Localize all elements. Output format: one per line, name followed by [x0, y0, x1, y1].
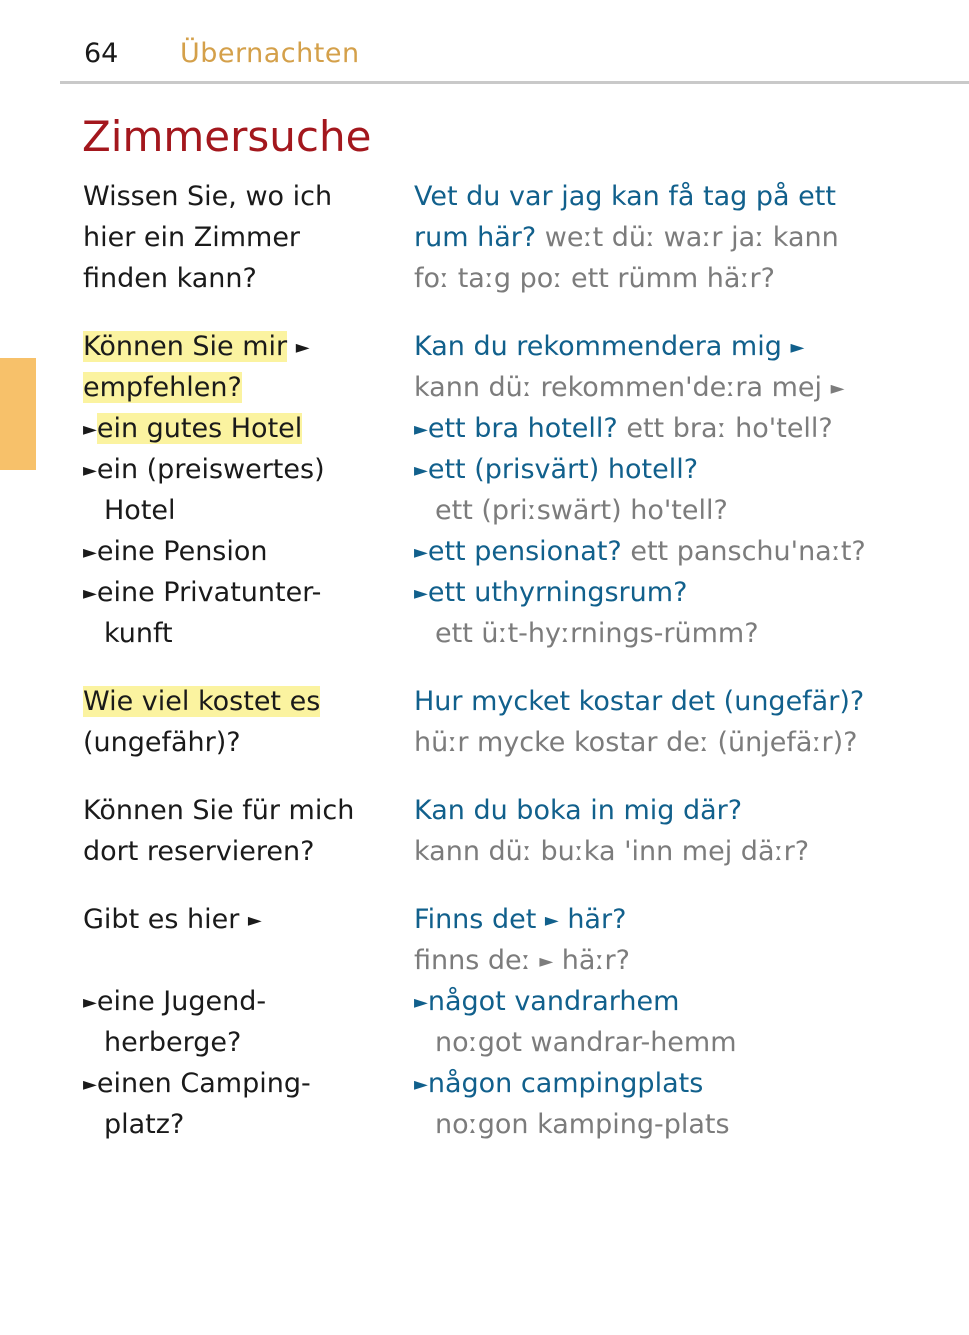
triangle-marker-icon: ► [83, 992, 97, 1013]
sv-option-text: någon campingplats [427, 1068, 704, 1099]
pronunciation-line: noːgot wandrar-hemm [435, 1027, 737, 1058]
sv-phrase-text: Kan du rekommendera mig [414, 331, 782, 362]
de-option-line: kunft [104, 618, 173, 649]
triangle-marker-icon: ► [83, 542, 97, 563]
triangle-marker-icon: ► [83, 583, 97, 604]
pronunciation-line [414, 368, 844, 411]
pronunciation-line: hüːr mycke kostar deː (ünjefäːr)? [414, 727, 858, 758]
de-option-text: eine Jugend- [96, 986, 267, 1017]
de-option-line: Hotel [104, 495, 176, 526]
sv-option-line [414, 532, 866, 575]
sv-phrase-text: rum här? [414, 222, 537, 253]
de-option-line [83, 573, 321, 616]
sv-phrase-text: Finns det [414, 904, 537, 935]
triangle-marker-icon: ► [414, 1074, 428, 1095]
de-phrase-line: hier ein Zimmer [83, 222, 301, 253]
de-phrase-line: Können Sie für mich [83, 795, 355, 826]
sv-option-text: ett bra hotell? [427, 413, 618, 444]
de-option-line [83, 532, 268, 575]
triangle-marker-icon: ► [414, 419, 428, 440]
sv-phrase-line: Kan du boka in mig där? [414, 795, 743, 826]
page-number: 64 [84, 38, 119, 69]
pronunciation-text: ett panschu'naːt? [630, 536, 866, 567]
pronunciation-line: noːgon kamping-plats [435, 1109, 730, 1140]
highlighted-phrase: empfehlen? [83, 372, 242, 403]
pronunciation-text: ett braː ho'tell? [626, 413, 833, 444]
de-option-line [83, 450, 325, 493]
chapter-thumb-tab [0, 358, 36, 470]
triangle-marker-icon: ► [414, 542, 428, 563]
triangle-marker-icon: ► [414, 460, 428, 481]
triangle-marker-icon: ► [790, 337, 805, 358]
de-option-line: herberge? [104, 1027, 242, 1058]
triangle-marker-icon: ► [83, 419, 97, 440]
triangle-marker-icon: ► [544, 910, 559, 931]
triangle-marker-icon: ► [83, 1074, 97, 1095]
pronunciation-line [414, 941, 630, 984]
pronunciation-text: weːt düː waːr jaː kann [544, 222, 839, 253]
de-phrase-line: dort reservieren? [83, 836, 315, 867]
pronunciation-line: ett (priːswärt) ho'tell? [435, 495, 728, 526]
pronunciation-line: kann düː buːka 'inn mej däːr? [414, 836, 810, 867]
de-option-text: eine Privatunter- [96, 577, 322, 608]
triangle-marker-icon: ► [414, 992, 428, 1013]
sv-option-line [414, 1064, 703, 1107]
sv-phrase-line [414, 327, 804, 370]
de-option-line: platz? [104, 1109, 185, 1140]
pronunciation-text: kann düː rekommen'deːra mej [414, 372, 822, 403]
triangle-marker-icon: ► [83, 460, 97, 481]
triangle-marker-icon: ► [830, 378, 845, 399]
pronunciation-text: häːr? [561, 945, 630, 976]
de-option-line [83, 1064, 311, 1107]
sv-option-text: ett (prisvärt) hotell? [427, 454, 699, 485]
triangle-marker-icon: ► [539, 951, 554, 972]
header-divider [60, 81, 969, 84]
sv-option-line [414, 450, 698, 493]
sv-phrase-line [414, 900, 626, 943]
de-phrase-text: Gibt es hier [83, 904, 240, 935]
sv-phrase-line: Hur mycket kostar det (ungefär)? [414, 686, 865, 717]
section-title: Übernachten [180, 38, 360, 69]
triangle-marker-icon: ► [295, 337, 310, 358]
de-option-text: ein (preiswertes) [96, 454, 325, 485]
sv-option-line [414, 409, 833, 452]
page-heading: Zimmersuche [82, 112, 372, 161]
triangle-marker-icon: ► [247, 910, 262, 931]
pronunciation-line: ett üːt-hyːrnings-rümm? [435, 618, 759, 649]
triangle-marker-icon: ► [414, 583, 428, 604]
pronunciation-line: foː taːg poː ett rümm häːr? [414, 263, 775, 294]
sv-phrase-text: här? [567, 904, 627, 935]
de-phrase-line: (ungefähr)? [83, 727, 241, 758]
highlighted-phrase: Können Sie mir [83, 331, 288, 362]
sv-option-text: ett pensionat? [427, 536, 622, 567]
de-option-line [83, 982, 266, 1025]
pronunciation-text: finns deː [414, 945, 531, 976]
de-phrase-line: Wissen Sie, wo ich [83, 181, 333, 212]
sv-phrase-line: Vet du var jag kan få tag på ett [414, 181, 836, 212]
sv-option-text: ett uthyrningsrum? [427, 577, 688, 608]
highlighted-phrase: Wie viel kostet es [83, 686, 321, 717]
sv-option-line [414, 573, 687, 616]
de-option-text: eine Pension [96, 536, 268, 567]
de-phrase-line: finden kann? [83, 263, 257, 294]
de-phrase-line [83, 327, 310, 370]
de-option-text: einen Camping- [96, 1068, 311, 1099]
de-phrase-line [83, 368, 242, 408]
sv-option-text: något vandrarhem [427, 986, 680, 1017]
sv-phrase-line [414, 218, 839, 258]
de-phrase-line [83, 900, 262, 943]
sv-option-line [414, 982, 679, 1025]
de-phrase-line [83, 682, 320, 722]
de-option-line [83, 409, 302, 452]
highlighted-phrase: ein gutes Hotel [96, 413, 303, 444]
